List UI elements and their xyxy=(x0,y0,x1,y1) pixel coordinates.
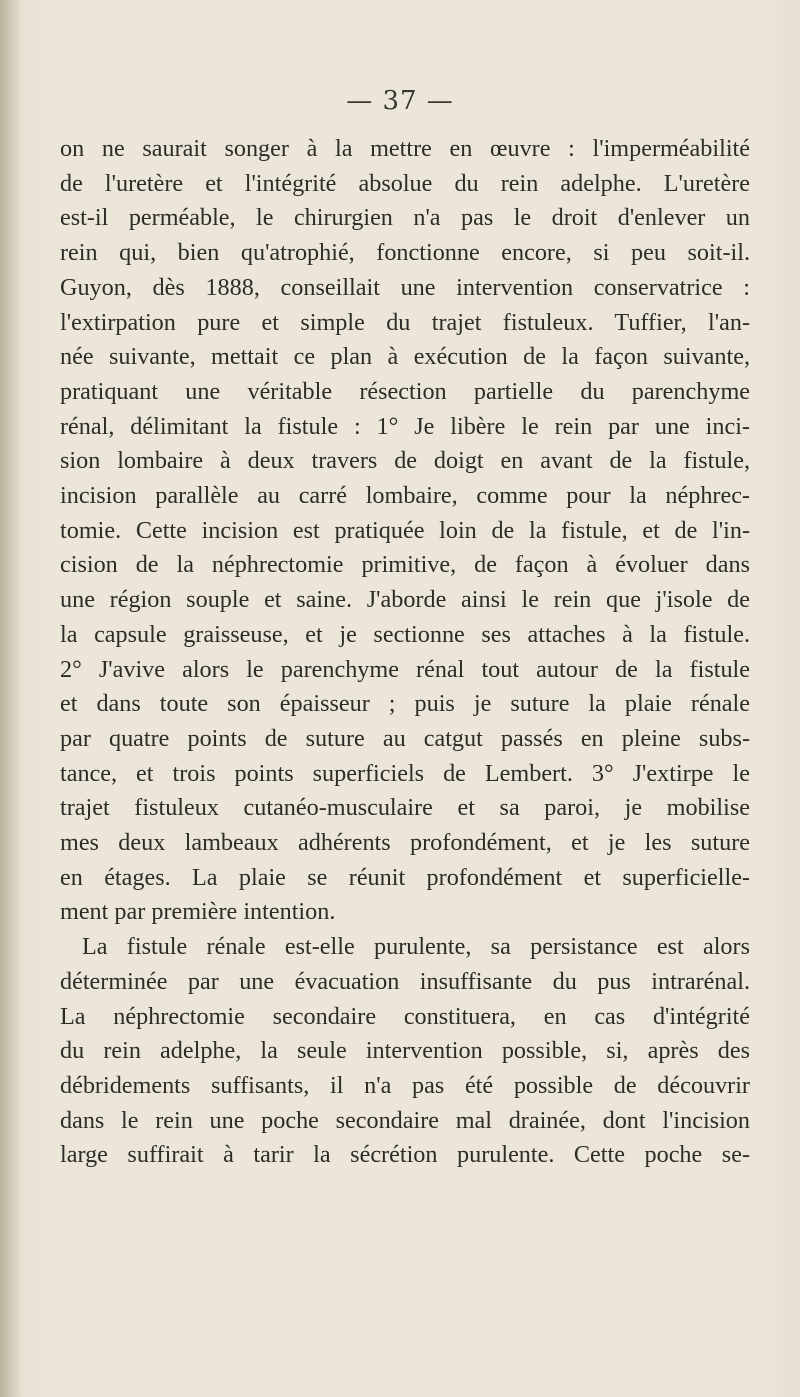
text-line: et dans toute son épaisseur ; puis je suture la plaie rénale xyxy=(60,690,750,718)
text-line: la capsule graisseuse, et je sectionne ses attaches à la fistule. xyxy=(60,620,750,648)
text-line: en étages. La plaie se réunit profondément et superficielle- xyxy=(60,863,750,891)
text-line: débridements suffisants, il n'a pas été possible de découvrir xyxy=(60,1071,750,1099)
text-line: trajet fistuleux cutanéo-musculaire et sa paroi, je mobilise xyxy=(60,794,750,822)
text-line: rein qui, bien qu'atrophié, fonctionne encore, si peu soit-il. xyxy=(60,239,750,267)
text-line: est-il perméable, le chirurgien n'a pas le droit d'enlever un xyxy=(60,204,750,232)
text-line: on ne saurait songer à la mettre en œuvre : l'imperméabilité xyxy=(60,135,750,162)
body-text xyxy=(60,132,750,1173)
text-line: Guyon, dès 1888, conseillait une intervention conservatrice : xyxy=(60,273,750,301)
text-line: tomie. Cette incision est pratiquée loin de la fistule, et de l'in- xyxy=(60,516,750,544)
text-line: pratiquant une véritable résection partielle du parenchyme xyxy=(60,377,750,405)
text-line: La néphrectomie secondaire constituera, en cas d'intégrité xyxy=(60,1002,750,1030)
spine-shadow xyxy=(0,0,22,1397)
text-line: 2° J'avive alors le parenchyme rénal tout autour de la fistule xyxy=(60,655,750,683)
text-line: l'extirpation pure et simple du trajet fistuleux. Tuffier, l'an- xyxy=(60,308,750,336)
page-number: — 37 — xyxy=(346,86,454,116)
text-line: rénal, délimitant la fistule : 1° Je libère le rein par une inci- xyxy=(60,412,750,440)
text-line: née suivante, mettait ce plan à exécution de la façon suivante, xyxy=(60,343,750,371)
text-line: dans le rein une poche secondaire mal drainée, dont l'incision xyxy=(60,1106,750,1134)
text-line: déterminée par une évacuation insuffisante du pus intrarénal. xyxy=(60,967,750,995)
text-line: tance, et trois points superficiels de Lembert. 3° J'extirpe le xyxy=(60,759,750,787)
text-line: large suffirait à tarir la sécrétion purulente. Cette poche se- xyxy=(60,1141,750,1169)
text-line: mes deux lambeaux adhérents profondément, et je les suture xyxy=(60,829,750,857)
text-line: une région souple et saine. J'aborde ainsi le rein que j'isole de xyxy=(60,586,750,614)
text-line: du rein adelphe, la seule intervention possible, si, après des xyxy=(60,1037,750,1065)
text-line: par quatre points de suture au catgut passés en pleine subs- xyxy=(60,724,750,752)
text-line: ment par première intention. xyxy=(60,898,336,926)
text-line: sion lombaire à deux travers de doigt en avant de la fistule, xyxy=(60,447,750,475)
paragraph-first-line: La fistule rénale est-elle purulente, sa persistance est alors xyxy=(82,933,750,961)
text-line: cision de la néphrectomie primitive, de façon à évoluer dans xyxy=(60,551,750,579)
text-line: incision parallèle au carré lombaire, comme pour la néphrec- xyxy=(60,482,750,510)
text-line: de l'uretère et l'intégrité absolue du rein adelphe. L'uretère xyxy=(60,169,750,197)
